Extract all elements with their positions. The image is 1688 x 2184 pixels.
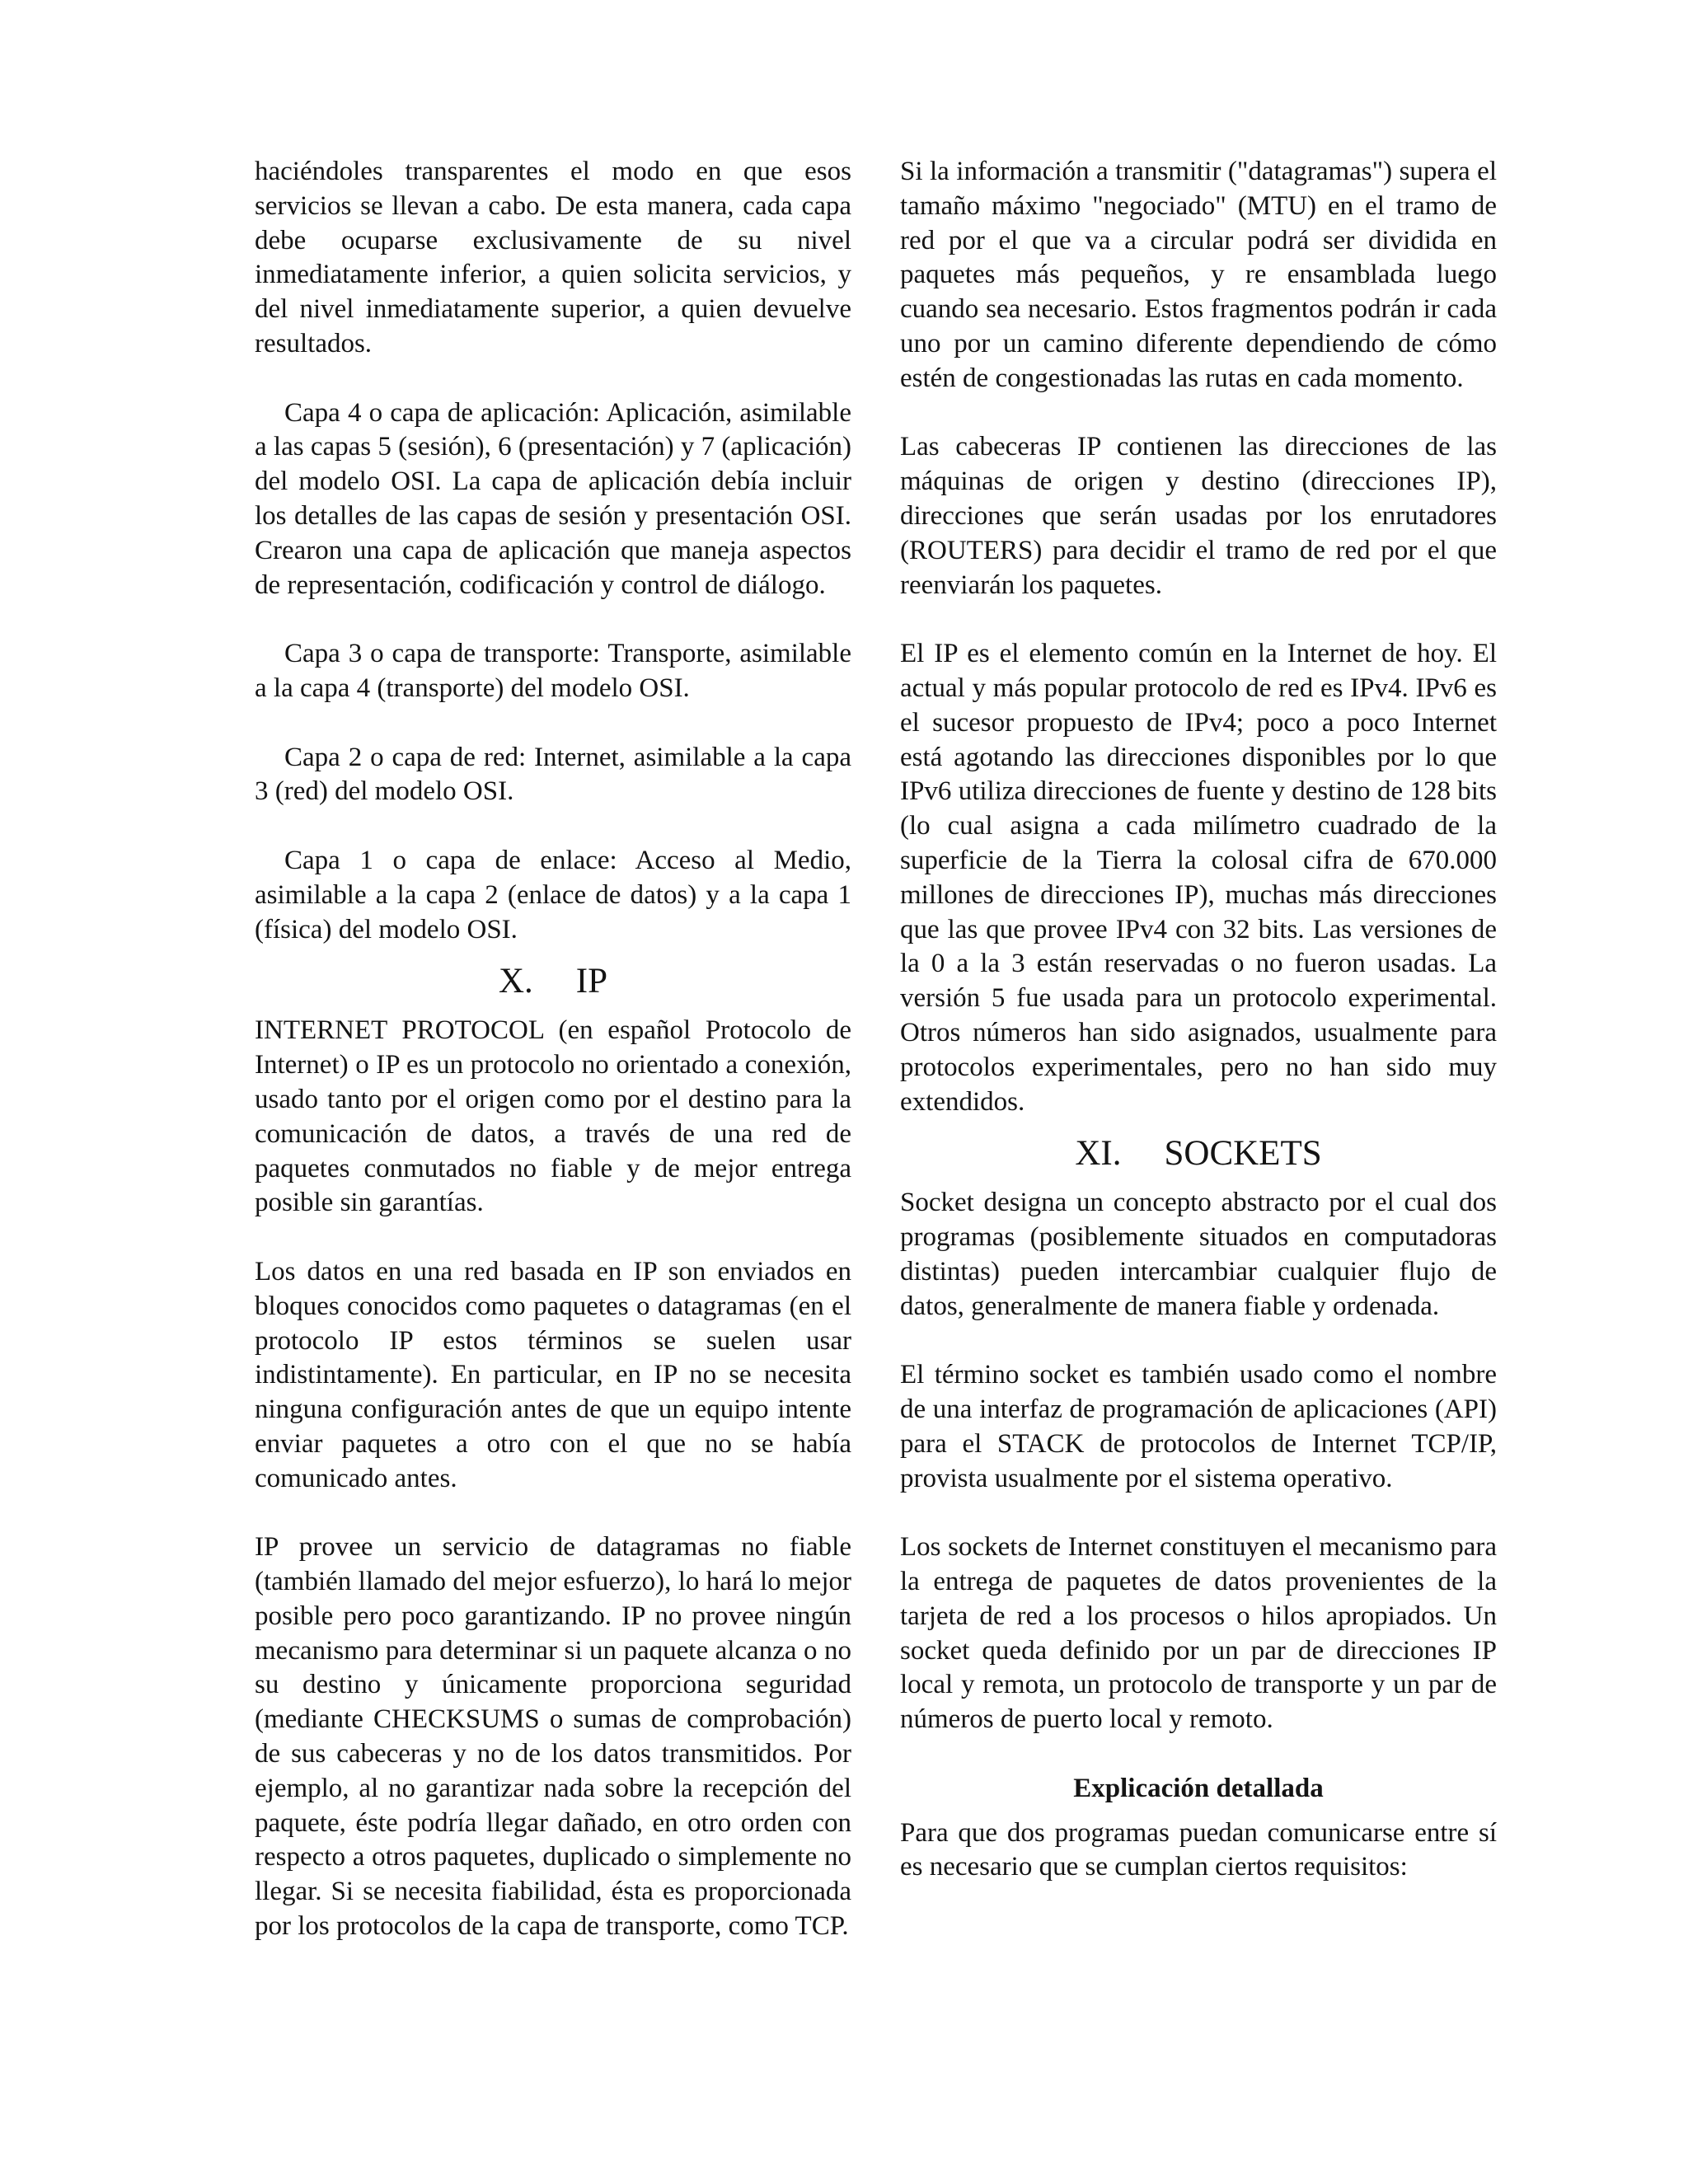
section-heading-ip	[255, 962, 851, 1001]
paragraph: INTERNET PROTOCOL (en español Protocolo de Internet) o IP es un protocolo no orientado a conexión, usado tanto por el origen como por el destino para la comunicación de datos, a través de una red de paquetes conmutados no fiable y de mejor entrega posible sin garantías.	[255, 1015, 851, 1218]
subsection-heading: Explicación detallada	[1073, 1773, 1324, 1803]
paragraph: Socket designa un concepto abstracto por el cual dos programas (posiblemente situados en computadoras distintas) pueden intercambiar cualquier flujo de datos, generalmente de manera fiable y ordenada.	[900, 1188, 1497, 1321]
paragraph: Las cabeceras IP contienen las direcciones de las máquinas de origen y destino (direcciones IP), direcciones que serán usadas por los enrutadores (ROUTERS) para decidir el tramo de red por el que reenviarán los paquetes.	[900, 432, 1497, 600]
section-title: IP	[575, 962, 608, 1001]
paragraph-layer-4: Capa 4 o capa de aplicación: Aplicación, asimilable a las capas 5 (sesión), 6 (presentación) y 7 (aplicación) del modelo OSI. La capa de aplicación debía incluir los detalles de las capas de sesión y presentación OSI. Crearon una capa de aplicación que maneja aspectos de representación, codificación y control de diálogo.	[255, 397, 851, 600]
paragraph-layer-2: Capa 2 o capa de red: Internet, asimilable a la capa 3 (red) del modelo OSI.	[255, 742, 851, 807]
right-column	[900, 155, 1497, 1885]
paragraph: IP provee un servicio de datagramas no fiable (también llamado del mejor esfuerzo), lo hará lo mejor posible pero poco garantizando. IP no provee ningún mecanismo para determinar si un paquete alcanza o no su destino y únicamente proporciona seguridad (mediante CHECKSUMS o sumas de comprobación) de sus cabeceras y no de los datos transmitidos. Por ejemplo, al no garantizar nada sobre la recepción del paquete, éste podría llegar dañado, en otro orden con respecto a otros paquetes, duplicado o simplemente no llegar. Si se necesita fiabilidad, ésta es proporcionada por los protocolos de la capa de transporte, como TCP.	[255, 1532, 851, 1942]
left-column	[255, 155, 851, 1944]
paragraph: haciéndoles transparentes el modo en que esos servicios se llevan a cabo. De esta manera, cada capa debe ocuparse exclusivamente de su nivel inmediatamente inferior, a quien solicita servicios, y del nivel inmediatamente superior, a quien devuelve resultados.	[255, 157, 851, 359]
paragraph-layer-1: Capa 1 o capa de enlace: Acceso al Medio, asimilable a la capa 2 (enlace de datos) y a la capa 1 (física) del modelo OSI.	[255, 845, 851, 944]
paragraph: Los datos en una red basada en IP son enviados en bloques conocidos como paquetes o datagramas (en el protocolo IP estos términos se suelen usar indistintamente). En particular, en IP no se necesita ninguna configuración antes de que un equipo intente enviar paquetes a otro con el que no se había comunicado antes.	[255, 1256, 851, 1493]
paragraph: El término socket es también usado como el nombre de una interfaz de programación de aplicaciones (API) para el STACK de protocolos de Internet TCP/IP, provista usualmente por el sistema operativo.	[900, 1360, 1497, 1493]
paragraph: Para que dos programas puedan comunicarse entre sí es necesario que se cumplan ciertos requisitos:	[900, 1817, 1497, 1882]
section-number: XI.	[1075, 1134, 1122, 1174]
section-number: X.	[498, 962, 533, 1001]
paragraph-layer-3: Capa 3 o capa de transporte: Transporte, asimilable a la capa 4 (transporte) del modelo OSI.	[255, 639, 851, 703]
paragraph: Si la información a transmitir ("datagramas") supera el tamaño máximo "negociado" (MTU) en el tramo de red por el que va a circular podrá ser dividida en paquetes más pequeños, y re ensamblada luego cuando sea necesario. Estos fragmentos podrán ir cada uno por un camino diferente dependiendo de cómo estén de congestionadas las rutas en cada momento.	[900, 157, 1497, 393]
paragraph: El IP es el elemento común en la Internet de hoy. El actual y más popular protocolo de red es IPv4. IPv6 es el sucesor propuesto de IPv4; poco a poco Internet está agotando las direcciones disponibles por lo que IPv6 utiliza direcciones de fuente y destino de 128 bits (lo cual asigna a cada milímetro cuadrado de la superficie de la Tierra la colosal cifra de 670.000 millones de direcciones IP), muchas más direcciones que las que provee IPv4 con 32 bits. Las versiones de la 0 a la 3 están reservadas o no fueron usadas. La versión 5 fue usada para un protocolo experimental. Otros números han sido asignados, usualmente para protocolos experimentales, pero no han sido muy extendidos.	[900, 639, 1497, 1117]
paragraph: Los sockets de Internet constituyen el mecanismo para la entrega de paquetes de datos provenientes de la tarjeta de red a los procesos o hilos apropiados. Un socket queda definido por un par de direcciones IP local y remota, un protocolo de transporte y un par de números de puerto local y remoto.	[900, 1532, 1497, 1735]
section-heading-sockets	[900, 1134, 1497, 1174]
section-title: SOCKETS	[1164, 1134, 1322, 1174]
